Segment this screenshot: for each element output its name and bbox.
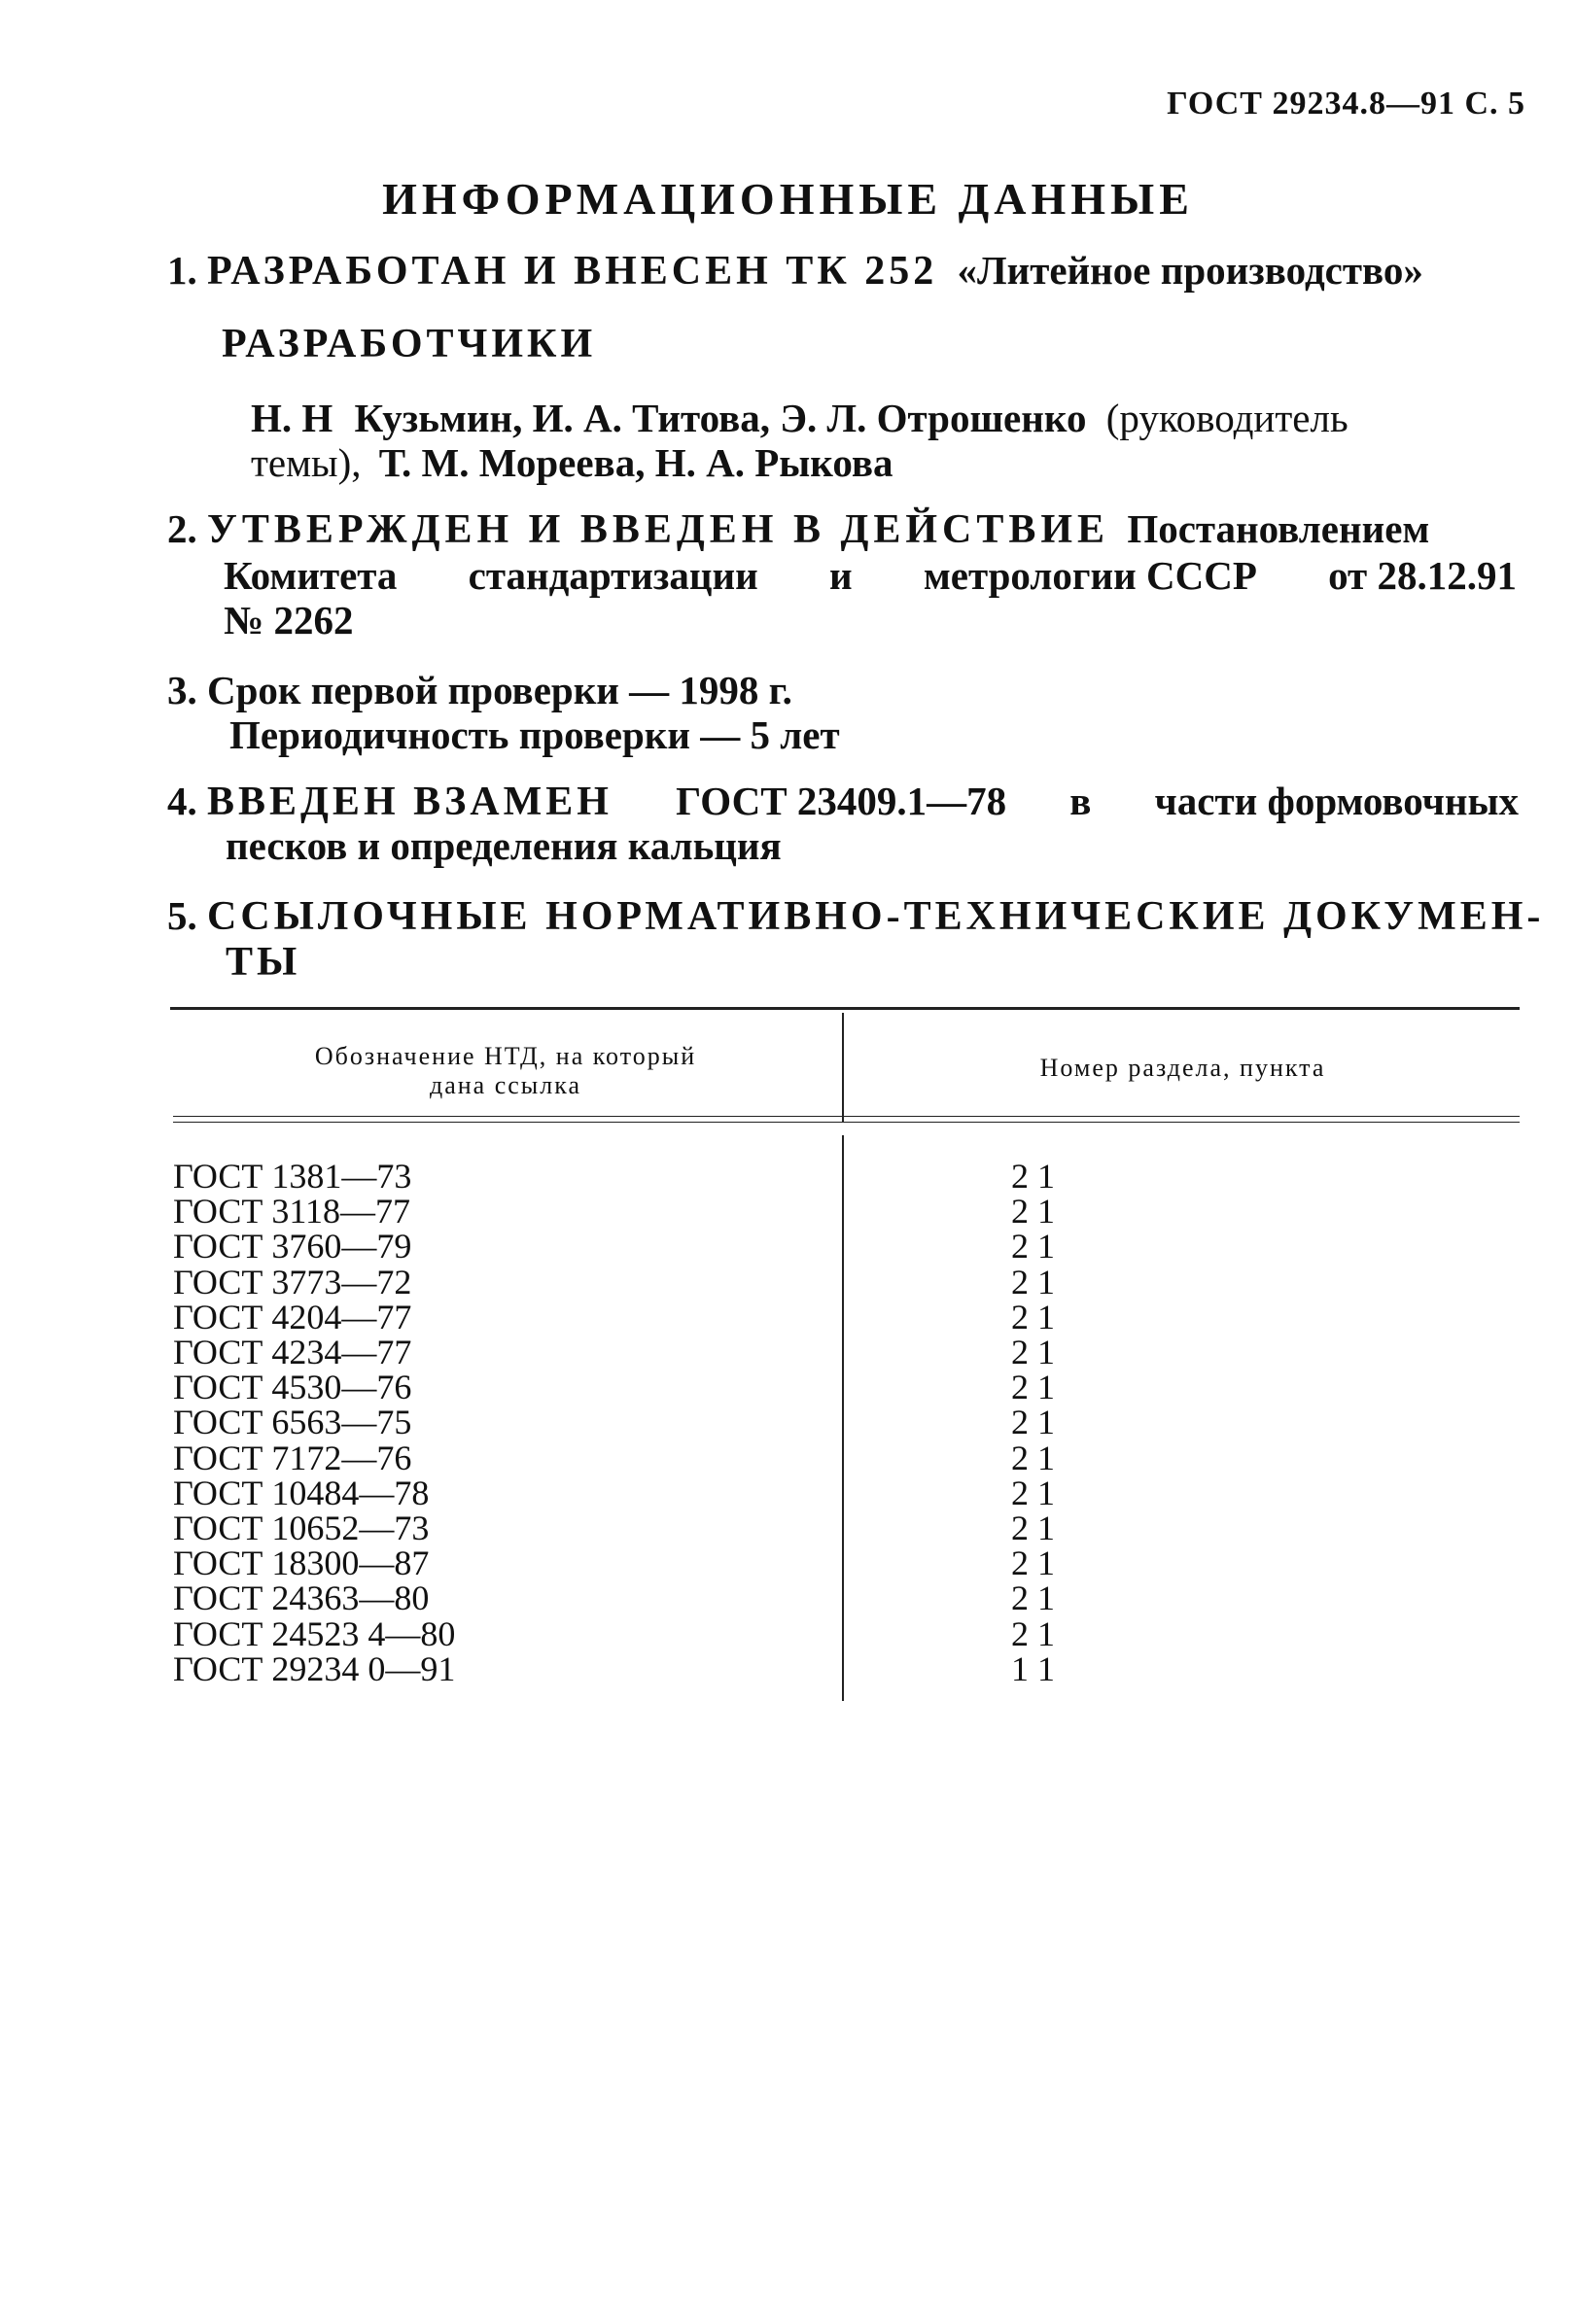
item-5-line-1 <box>167 892 1544 940</box>
item-4-line-1 <box>167 778 1519 825</box>
developer-names-2: Т. М. Мореева, Н. А. Рыкова <box>378 440 893 485</box>
item-3-line-2: Периодичность проверки — 5 лет <box>229 712 840 757</box>
table-row-ref: 2 1 <box>1011 1403 1055 1442</box>
item-2-line-3: № 2262 <box>224 598 354 642</box>
item-2-w6: от 28.12.91 <box>1328 553 1517 598</box>
item-2-w4: и <box>828 553 853 598</box>
item-2-w2: Комитета <box>224 553 398 598</box>
table-row-doc: ГОСТ 6563—75 <box>173 1403 412 1442</box>
developer-note-2: темы), <box>251 440 362 485</box>
page-header-reference: ГОСТ 29234.8—91 С. 5 <box>1167 86 1525 121</box>
table-row-ref: 2 1 <box>1011 1297 1055 1336</box>
table-header-col1 <box>175 1042 836 1100</box>
table-row-doc: ГОСТ 18300—87 <box>173 1544 430 1583</box>
developers-heading: РАЗРАБОТЧИКИ <box>222 322 597 366</box>
item-1-number: 1. <box>167 248 197 293</box>
developers-line-1 <box>251 395 1348 441</box>
developer-names: Кузьмин, И. А. Титова, Э. Л. Отрошенко <box>354 396 1087 440</box>
table-row-doc: ГОСТ 24523 4—80 <box>173 1613 456 1653</box>
item-2-line-1 <box>167 505 1429 553</box>
item-2-w5: метрологии СССР <box>923 553 1257 598</box>
table-row-ref: 2 1 <box>1011 1368 1055 1407</box>
item-4-w3: части формовочных <box>1154 779 1519 823</box>
item-4-line-2: песков и определения кальция <box>226 823 782 868</box>
table-row-doc: ГОСТ 3773—72 <box>173 1262 412 1301</box>
table-row-ref: 2 1 <box>1011 1157 1055 1196</box>
item-5-number: 5. <box>167 893 197 938</box>
item-3-line-1 <box>167 667 792 713</box>
table-top-rule <box>170 1007 1520 1010</box>
item-3-number: 3. <box>167 668 197 712</box>
table-body-divider <box>842 1135 844 1701</box>
table-header-rule-1 <box>173 1116 1520 1117</box>
table-row-ref: 2 1 <box>1011 1509 1055 1547</box>
item-2-word: Постановлением <box>1127 506 1430 551</box>
item-4-number: 4. <box>167 779 197 823</box>
item-4-caps: ВВЕДЕН ВЗАМЕН <box>207 780 613 824</box>
item-2-w3: стандартизации <box>468 553 758 598</box>
table-header-col2: Номер раздела, пункта <box>1039 1054 1326 1082</box>
developers-line-2 <box>251 439 893 486</box>
developer-initials: Н. Н <box>251 396 333 440</box>
table-row-doc: ГОСТ 24363—80 <box>173 1578 430 1618</box>
table-row-doc: ГОСТ 4530—76 <box>173 1368 412 1407</box>
item-1-rest: «Литейное производство» <box>957 248 1423 293</box>
item-4-w1: ГОСТ 23409.1—78 <box>676 779 1007 823</box>
item-2-line-2 <box>224 552 1517 599</box>
item-1 <box>167 247 1423 295</box>
item-2-number: 2. <box>167 506 197 551</box>
table-row-doc: ГОСТ 3760—79 <box>173 1227 412 1266</box>
item-3-text-1: Срок первой проверки — 1998 г. <box>207 668 792 712</box>
table-row-ref: 2 1 <box>1011 1438 1055 1477</box>
table-row-ref: 2 1 <box>1011 1262 1055 1301</box>
col1-header-line-2: дана ссылка <box>429 1071 582 1099</box>
table-row-ref: 2 1 <box>1011 1333 1055 1371</box>
table-row-doc: ГОСТ 1381—73 <box>173 1157 412 1196</box>
table-row-ref: 2 1 <box>1011 1192 1055 1231</box>
item-2-caps: УТВЕРЖДЕН И ВВЕДЕН В ДЕЙСТВИЕ <box>207 507 1110 552</box>
table-row-doc: ГОСТ 3118—77 <box>173 1192 411 1231</box>
table-row-doc: ГОСТ 7172—76 <box>173 1438 412 1477</box>
developer-note-1: (руководитель <box>1105 396 1348 440</box>
table-row-ref: 2 1 <box>1011 1227 1055 1266</box>
table-header-rule-2 <box>173 1122 1520 1123</box>
table-row-ref: 2 1 <box>1011 1613 1055 1653</box>
table-row-ref: 2 1 <box>1011 1544 1055 1583</box>
item-5-line-2: ТЫ <box>226 940 301 985</box>
table-row-ref: 2 1 <box>1011 1473 1055 1512</box>
table-row-doc: ГОСТ 10652—73 <box>173 1509 430 1547</box>
table-header-divider <box>842 1013 844 1122</box>
document-title: ИНФОРМАЦИОННЫЕ ДАННЫЕ <box>382 174 1194 224</box>
item-4-w2: в <box>1069 779 1092 823</box>
table-row-doc: ГОСТ 10484—78 <box>173 1473 430 1512</box>
table-row-ref: 1 1 <box>1011 1648 1055 1688</box>
table-row-doc: ГОСТ 29234 0—91 <box>173 1648 456 1688</box>
item-1-caps: РАЗРАБОТАН И ВНЕСЕН ТК 252 <box>207 249 938 294</box>
table-row-doc: ГОСТ 4234—77 <box>173 1333 412 1371</box>
item-5-text-1: ССЫЛОЧНЫЕ НОРМАТИВНО-ТЕХНИЧЕСКИЕ ДОКУМЕН- <box>207 894 1545 939</box>
col1-header-line-1: Обозначение НТД, на который <box>314 1042 697 1070</box>
table-row-ref: 2 1 <box>1011 1578 1055 1618</box>
table-row-doc: ГОСТ 4204—77 <box>173 1297 412 1336</box>
